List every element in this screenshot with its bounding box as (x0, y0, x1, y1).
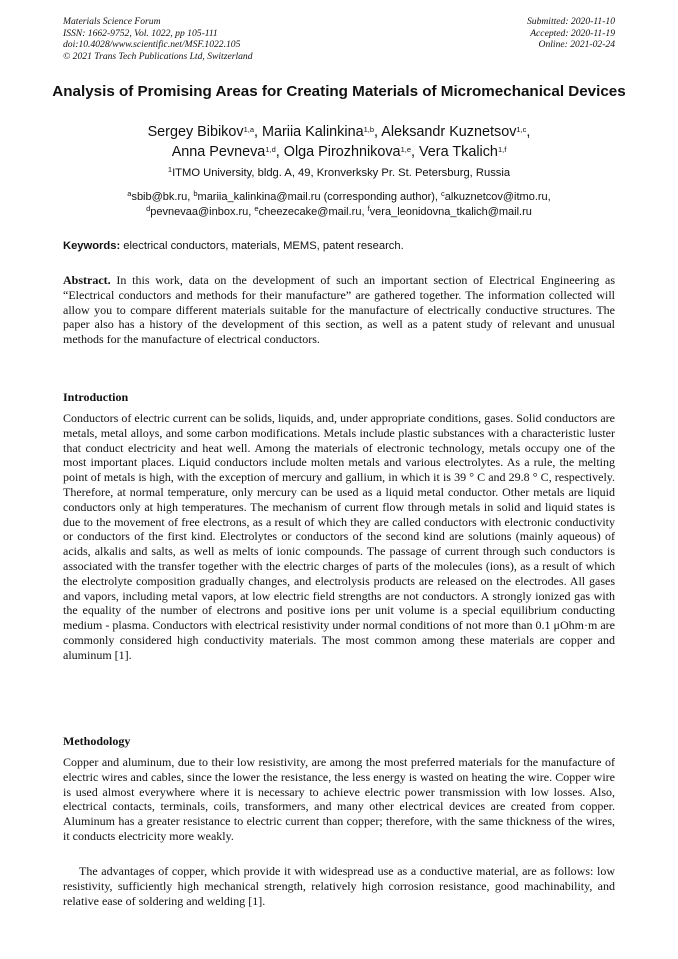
author-separator: , (275, 143, 284, 160)
affiliation (40, 166, 638, 180)
email-link[interactable]: vera_leonidovna_tkalich@mail.ru (369, 205, 532, 218)
author-separator: , (411, 143, 419, 160)
methodology-heading: Methodology (63, 734, 131, 748)
abstract (63, 273, 615, 347)
methodology-paragraph-2: The advantages of copper, which provide it with widespread use as a conductive material, are as follows: low resistivity, sufficiently high mechanical strength, relatively high corrosion resistance, good machinability, and relative ease of soldering and welding [1]. (63, 864, 615, 908)
author-affiliation-mark: 1,e (400, 144, 411, 154)
online-date: Online: 2021-02-24 (538, 39, 615, 50)
author-name: Vera Tkalich (419, 143, 498, 160)
affiliation-mark: 1 (167, 165, 173, 174)
abstract-text: In this work, data on the development of such an important section of Electrical Engineering as “Electrical conductors and methods for their manufacture” are gathered together. The information collected will allow you to compare different materials suitable for the manufacture of electrically conductive structures. The paper also has a history of the development of this section, as well as a patent study of relevant and unusual methods for the manufacture of electrical conductors. (63, 273, 615, 347)
keywords-label: Keywords: (63, 240, 121, 252)
email-mark: b (193, 189, 198, 198)
introduction-paragraph: Conductors of electric current can be solids, liquids, and, under appropriate conditions, gases. Solid conductors are metals, metal alloys, and some carbon modifications. Metals include plastic substances with a characteristic luster that conduct electricity and heat well. Among the materials of electronic technology, metals occupy one of the most important places. Liquid conductors include molten metals and various electrolytes. As a rule, the melting point of metals is high, with the exception of mercury and gallium, in which it is 39 ° C and 29.8 ° C, respectively. Therefore, at normal temperature, only mercury can be used as a liquid metal conductor. Other metals are liquid conductors only at high temperatures. The mechanism of current flow through metals in solid and liquid states is due to the movement of free electrons, as a result of which they are called conductors with electronic conductivity or conductors of the first kind. Electrolytes or conductors of the second kind are solutions (mainly aqueous) of acids, alkalis and salts, as well as melts of ionic compounds. The passage of current through such conductors is associated with the transfer together with the electric charges of parts of the molecules (ions), as a result of which the electrolyte composition gradually changes, and electrolysis products are released on the electrodes. All gases and vapors, including metal vapors, at low electric field strengths are not conductors. A strongly ionized gas with the equality of the number of electrons and positive ions per unit volume is a special equilibrium conducting medium - plasma. Conductors with electrical resistivity under normal conditions of not more than 0.1 μOhm·m are commonly considered high conductivity materials. The most common among these materials are copper and aluminum [1]. (63, 411, 615, 662)
email-link[interactable]: pevnevaa@inbox.ru, (150, 205, 255, 218)
author-name: Mariia Kalinkina (262, 124, 364, 140)
author-emails (40, 190, 638, 219)
email-mark: a (127, 189, 132, 198)
email-mark: c (441, 189, 445, 198)
author-affiliation-mark: 1,f (497, 144, 507, 154)
email-mark: f (367, 203, 370, 213)
affiliation-text: ITMO University, bldg. A, 49, Kronverksky Pr. St. Petersburg, Russia (172, 167, 511, 179)
author-list (40, 123, 638, 162)
methodology-paragraph-1: Copper and aluminum, due to their low resistivity, are among the most preferred materials for the manufacture of electric wires and cables, since the lower the resistance, the less energy is wasted on heating the wire. Copper wire is used almost everywhere where it is necessary to achieve electric power transmission with low losses. Also, electrical contacts, terminals, coils, transformers, and many other electrical devices are created from copper. Aluminum has a greater resistance to electric current than copper; therefore, with the same thickness of the wires, it conducts electricity more weakly. (63, 755, 615, 843)
submitted-date: Submitted: 2020-11-10 (526, 16, 615, 27)
author-name: Sergey Bibikov (147, 124, 244, 140)
journal-name: Materials Science Forum (63, 16, 161, 27)
email-link[interactable]: mariia_kalinkina@mail.ru (corresponding author), (197, 191, 442, 203)
email-mark: e (254, 203, 259, 213)
author-affiliation-mark: 1,b (363, 125, 375, 134)
author-affiliation-mark: 1,d (265, 144, 276, 154)
doi-line: doi:10.4028/www.scientific.net/MSF.1022.105 (63, 39, 241, 50)
keywords (63, 239, 615, 253)
copyright-line: © 2021 Trans Tech Publications Ltd, Switzerland (63, 50, 253, 62)
issn-line: ISSN: 1662-9752, Vol. 1022, pp 105-111 (63, 27, 218, 39)
author-name: Anna Pevneva (171, 143, 266, 160)
paper-title: Analysis of Promising Areas for Creating Materials of Micromechanical Devices (52, 83, 626, 100)
author-name: Aleksandr Kuznetsov (381, 124, 517, 140)
email-link[interactable]: sbib@bk.ru, (131, 191, 194, 203)
email-mark: d (146, 203, 151, 213)
author-name: Olga Pirozhnikova (283, 143, 401, 160)
accepted-date: Accepted: 2020-11-19 (530, 27, 615, 39)
keywords-text: electrical conductors, materials, MEMS, patent research. (120, 240, 404, 252)
email-link[interactable]: cheezecake@mail.ru, (258, 205, 368, 218)
author-separator: , (374, 124, 382, 140)
author-separator: , (254, 124, 262, 140)
email-link[interactable]: alkuznetcov@itmo.ru, (444, 191, 551, 203)
journal-info (63, 16, 253, 62)
author-affiliation-mark: 1,c (516, 125, 527, 134)
publication-dates (527, 16, 615, 51)
introduction-heading: Introduction (63, 390, 129, 404)
abstract-label: Abstract. (63, 273, 111, 287)
author-separator: , (526, 124, 531, 140)
author-affiliation-mark: 1,a (243, 125, 254, 134)
